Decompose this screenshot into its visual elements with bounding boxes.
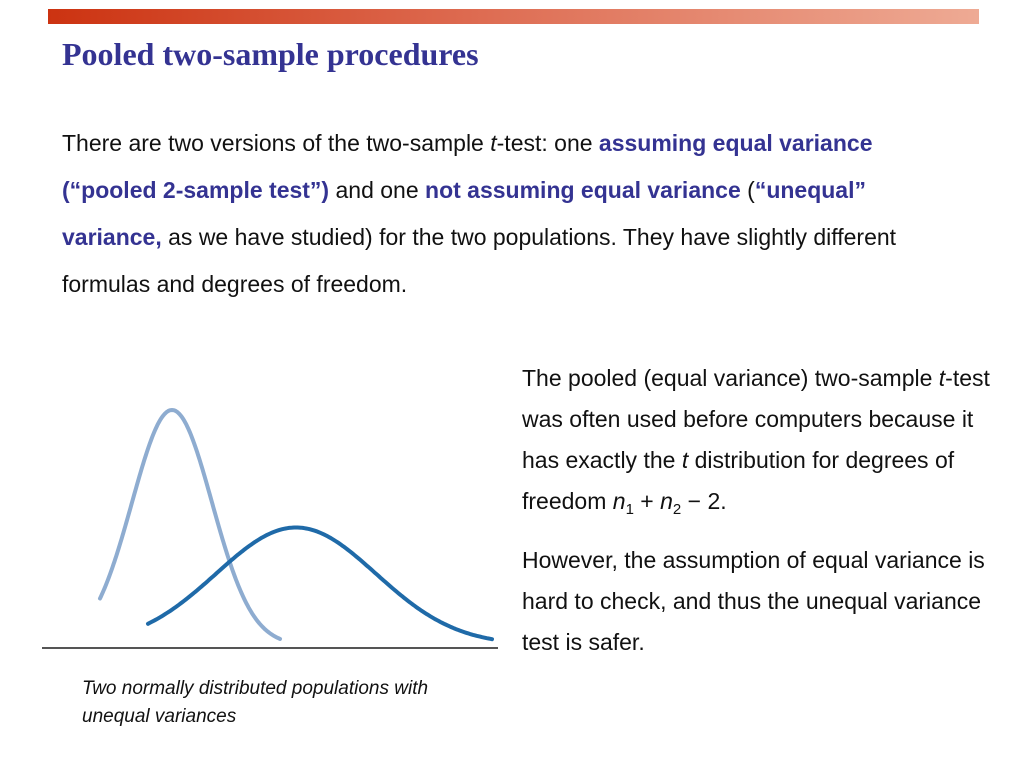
n1-symbol: n bbox=[612, 488, 626, 514]
intro-highlight-variance: “unequal” variance, bbox=[62, 177, 866, 250]
pooled-text-tail: − 2. bbox=[681, 488, 727, 514]
intro-paragraph bbox=[62, 120, 962, 308]
right-column bbox=[522, 358, 992, 663]
t-symbol: t bbox=[938, 365, 946, 391]
intro-highlight-pooled: assuming equal variance (“pooled 2-sample test”) bbox=[62, 130, 873, 203]
n2-symbol: n bbox=[660, 488, 673, 514]
plus-sign: + bbox=[633, 488, 661, 514]
n1-subscript: 1 bbox=[625, 501, 634, 518]
pooled-text-c: distribution for degrees of freedom bbox=[522, 447, 955, 514]
intro-highlight-unequal: not assuming equal variance bbox=[425, 177, 741, 203]
intro-t-symbol: t bbox=[490, 130, 497, 156]
normal-distributions-figure bbox=[40, 400, 500, 652]
intro-text-5: as we have studied) for the two populations. They have slightly different formulas and degrees of freedom. bbox=[62, 224, 897, 297]
intro-text-4: ( bbox=[740, 177, 755, 203]
pooled-explanation bbox=[522, 358, 992, 522]
t-symbol: t bbox=[681, 447, 689, 473]
unequal-explanation: However, the assumption of equal variance is hard to check, and thus the unequal variance test is safer. bbox=[522, 547, 985, 655]
intro-text-3: and one bbox=[329, 177, 426, 203]
figure-caption: Two normally distributed populations with unequal variances bbox=[82, 678, 429, 727]
pooled-text-a: The pooled (equal variance) two-sample bbox=[522, 365, 939, 391]
top-accent-bar bbox=[48, 9, 979, 24]
intro-text-2: -test: one bbox=[496, 130, 599, 156]
intro-text-1: There are two versions of the two-sample bbox=[62, 130, 491, 156]
pooled-text-b: -test was often used before computers because it has exactly the bbox=[522, 365, 990, 473]
n2-subscript: 2 bbox=[672, 501, 682, 518]
slide-title: Pooled two-sample procedures bbox=[62, 36, 479, 72]
narrow-variance-curve bbox=[100, 410, 280, 639]
wide-variance-curve bbox=[148, 528, 492, 640]
